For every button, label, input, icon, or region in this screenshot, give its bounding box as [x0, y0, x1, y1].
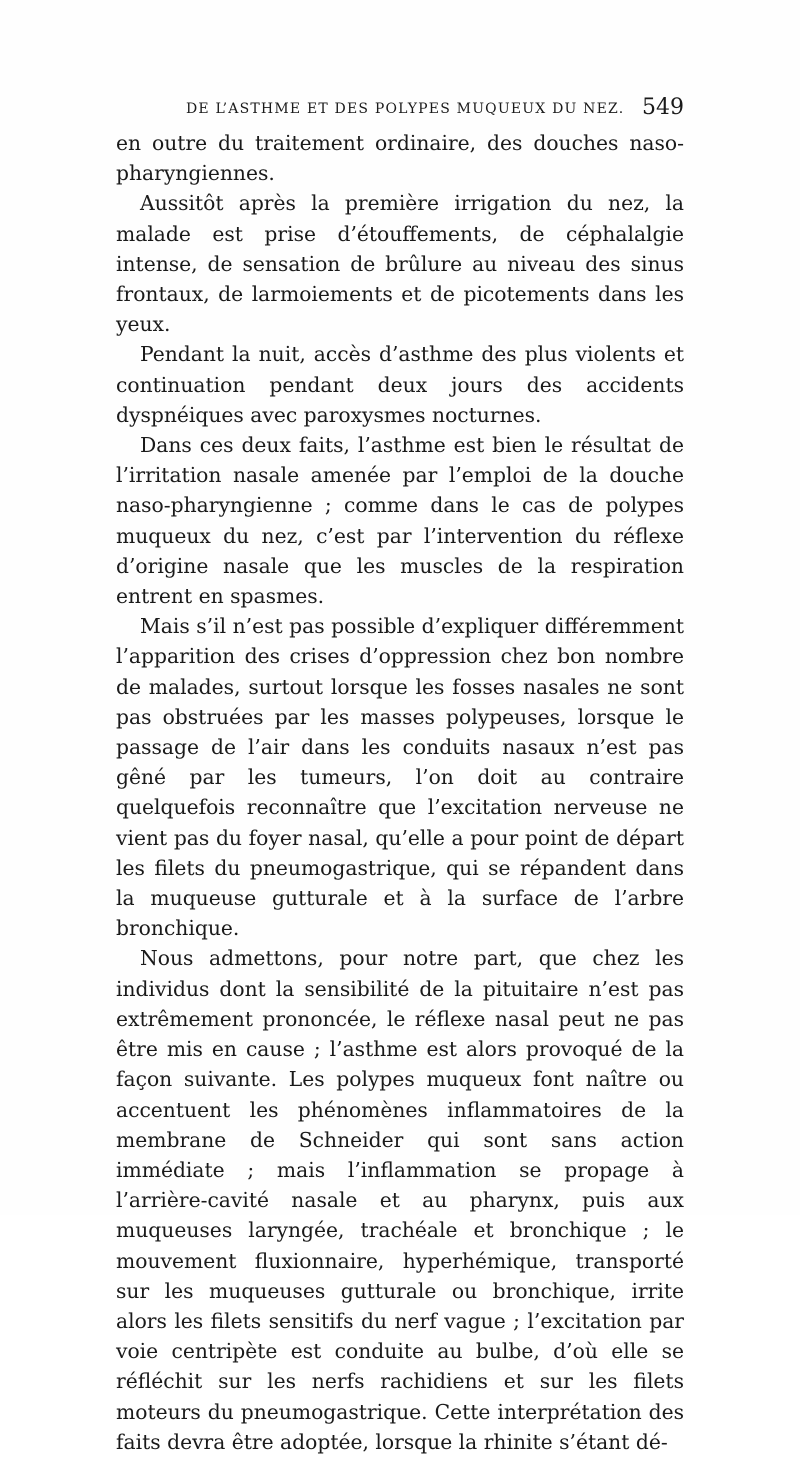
page-number: 549: [642, 95, 684, 120]
paragraph: Aussitôt après la première irrigation du nez, la malade est prise d’étouffements, de céphalalgie intense, de sensation de brûlure au niveau des sinus frontaux, de larmoiements et de picotements dans les yeux.: [116, 191, 684, 337]
paragraph: Mais s’il n’est pas possible d’expliquer différemment l’apparition des crises d’oppression chez bon nombre de malades, surtout lorsque les fosses nasales ne sont pas obstruées par les masses polypeuses, lorsque le passage de l’air dans les conduits nasaux n’est pas gêné par les tumeurs, l’on doit au contraire quelquefois reconnaître que l’excitation nerveuse ne vient pas du foyer nasal, qu’elle a pour point de départ les filets du pneumogastrique, qui se répandent dans la muqueuse gutturale et à la surface de l’arbre bronchique.: [116, 614, 684, 941]
running-title: DE L’ASTHME ET DES POLYPES MUQUEUX DU NEZ.: [186, 101, 625, 117]
paragraph: Dans ces deux faits, l’asthme est bien le résultat de l’irritation nasale amenée par l’emploi de la douche naso-pharyngienne ; comme dans le cas de polypes muqueux du nez, c’est par l’intervention du réflexe d’origine nasale que les muscles de la respiration entrent en spasmes.: [116, 433, 684, 609]
running-head: [116, 95, 684, 125]
paragraph: Pendant la nuit, accès d’asthme des plus violents et continuation pendant deux jours des accidents dyspnéiques avec paroxysmes nocturnes.: [116, 342, 684, 427]
paragraph: Nous admettons, pour notre part, que chez les individus dont la sensibilité de la pituitaire n’est pas extrêmement prononcée, le réflexe nasal peut ne pas être mis en cause ; l’asthme est alors provoqué de la façon suivante. Les polypes muqueux font naître ou accentuent les phénomènes inflammatoires de la membrane de Schneider qui sont sans action immédiate ; mais l’inflammation se propage à l’arrière-cavité nasale et au pharynx, puis aux muqueuses laryngée, trachéale et bronchique ; le mouvement fluxionnaire, hyperhémique, transporté sur les muqueuses gutturale ou bronchique, irrite alors les filets sensitifs du nerf vague ; l’excitation par voie centripète est conduite au bulbe, d’où elle se réfléchit sur les nerfs rachidiens et sur les filets moteurs du pneumogastrique. Cette interprétation des faits devra être adoptée, lorsque la rhinite s’étant dé-: [116, 946, 684, 1454]
body-text: [116, 128, 684, 1457]
paragraph: en outre du traitement ordinaire, des douches naso-pharyngiennes.: [116, 131, 684, 186]
